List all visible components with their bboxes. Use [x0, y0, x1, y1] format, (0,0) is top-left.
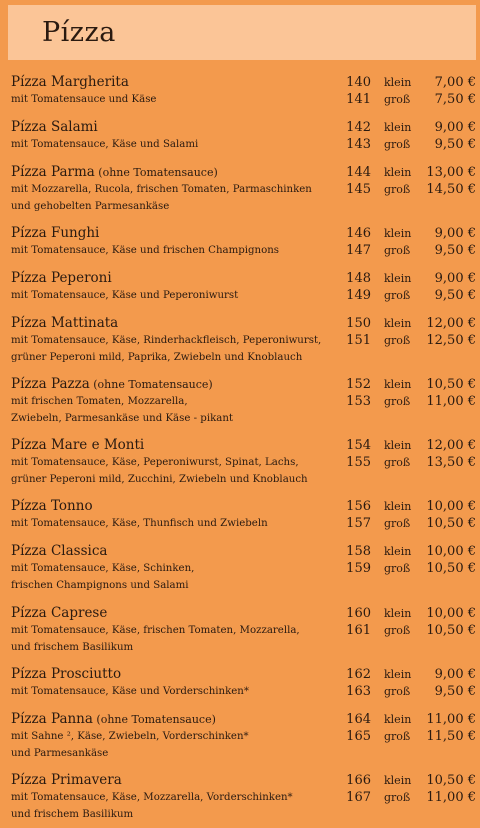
- price-row-small: [341, 711, 476, 728]
- item-title: Pízza Mare e Monti: [11, 437, 145, 453]
- size-label: klein: [384, 76, 412, 89]
- menu-item: [11, 225, 476, 259]
- item-description: frischen Champignons und Salami: [11, 580, 189, 591]
- price-row-small: [341, 605, 476, 622]
- size-label: groß: [384, 685, 411, 698]
- price-row-small: [341, 225, 476, 242]
- item-number: 158: [346, 544, 371, 559]
- item-description: und gehobelten Parmesankäse: [11, 201, 170, 212]
- item-title: Pízza Caprese: [11, 605, 108, 621]
- menu-item: [11, 270, 476, 304]
- item-price: 9,50 €: [434, 137, 476, 152]
- menu-header: [8, 5, 476, 60]
- size-label: klein: [384, 713, 412, 726]
- price-row-large: [341, 332, 476, 349]
- item-number: 148: [346, 271, 371, 286]
- item-price: 11,00 €: [426, 790, 476, 805]
- item-number: 165: [346, 729, 371, 744]
- item-title: Pízza Tonno: [11, 498, 93, 514]
- item-price: 10,50 €: [426, 773, 476, 788]
- item-price: 9,50 €: [434, 243, 476, 258]
- item-note: (ohne Tomatensauce): [94, 166, 218, 179]
- item-price: 12,00 €: [426, 438, 476, 453]
- item-title: Pízza Mattinata: [11, 315, 119, 331]
- item-note: (ohne Tomatensauce): [89, 378, 213, 391]
- size-label: klein: [384, 439, 412, 452]
- item-price: 10,00 €: [426, 544, 476, 559]
- size-label: klein: [384, 500, 412, 513]
- item-number: 156: [346, 499, 371, 514]
- size-label: groß: [384, 624, 411, 637]
- item-price: 13,00 €: [426, 165, 476, 180]
- menu-item: [11, 711, 476, 762]
- price-row-large: [341, 728, 476, 745]
- price-row-large: [341, 181, 476, 198]
- item-description: mit Tomatensauce, Käse, Schinken,: [11, 563, 195, 574]
- size-label: groß: [384, 138, 411, 151]
- price-row-large: [341, 91, 476, 108]
- item-description: mit Tomatensauce, Käse und Peperoniwurst: [11, 290, 239, 301]
- item-price: 10,50 €: [426, 623, 476, 638]
- menu-item: [11, 543, 476, 594]
- price-row-small: [341, 74, 476, 91]
- item-price: 9,50 €: [434, 288, 476, 303]
- item-number: 166: [346, 773, 371, 788]
- item-number: 153: [346, 394, 371, 409]
- item-price: 9,00 €: [434, 226, 476, 241]
- price-row-small: [341, 164, 476, 181]
- menu-item: [11, 164, 476, 215]
- item-title: Pízza Margherita: [11, 74, 129, 90]
- size-label: groß: [384, 456, 411, 469]
- item-price: 7,50 €: [434, 92, 476, 107]
- item-title: Pízza Primavera: [11, 772, 122, 788]
- item-title: Pízza Classica: [11, 543, 108, 559]
- price-row-small: [341, 666, 476, 683]
- item-price: 9,00 €: [434, 271, 476, 286]
- size-label: klein: [384, 607, 412, 620]
- item-price: 13,50 €: [426, 455, 476, 470]
- size-label: klein: [384, 774, 412, 787]
- item-description: und frischem Basilikum: [11, 642, 134, 653]
- item-description: mit Mozzarella, Rucola, frischen Tomaten, Parmaschinken: [11, 184, 312, 195]
- size-label: groß: [384, 334, 411, 347]
- item-number: 145: [346, 182, 371, 197]
- size-label: groß: [384, 93, 411, 106]
- price-row-large: [341, 136, 476, 153]
- item-price: 10,00 €: [426, 499, 476, 514]
- size-label: klein: [384, 272, 412, 285]
- item-price: 10,50 €: [426, 516, 476, 531]
- price-row-small: [341, 772, 476, 789]
- menu-item: [11, 437, 476, 488]
- item-price: 9,00 €: [434, 120, 476, 135]
- item-description: mit Tomatensauce, Käse, Peperoniwurst, Spinat, Lachs,: [11, 457, 299, 468]
- size-label: groß: [384, 183, 411, 196]
- item-title: Pízza Salami: [11, 119, 98, 135]
- size-label: klein: [384, 317, 412, 330]
- menu-item: [11, 772, 476, 823]
- item-number: 147: [346, 243, 371, 258]
- item-number: 162: [346, 667, 371, 682]
- size-label: klein: [384, 668, 412, 681]
- item-price: 9,50 €: [434, 684, 476, 699]
- item-description: mit Sahne ², Käse, Zwiebeln, Vorderschinken*: [11, 731, 249, 742]
- item-price: 7,00 €: [434, 75, 476, 90]
- item-description: grüner Peperoni mild, Zucchini, Zwiebeln und Knoblauch: [11, 474, 308, 485]
- item-number: 167: [346, 790, 371, 805]
- price-row-large: [341, 242, 476, 259]
- item-title: Pízza Pazza: [11, 376, 90, 392]
- item-description: grüner Peperoni mild, Paprika, Zwiebeln und Knoblauch: [11, 352, 303, 363]
- item-title: Pízza Panna: [11, 711, 93, 727]
- item-description: mit Tomatensauce, Käse und frischen Champignons: [11, 245, 280, 256]
- price-row-large: [341, 683, 476, 700]
- price-row-large: [341, 515, 476, 532]
- price-row-large: [341, 622, 476, 639]
- size-label: groß: [384, 517, 411, 530]
- item-number: 140: [346, 75, 371, 90]
- size-label: klein: [384, 545, 412, 558]
- price-row-small: [341, 376, 476, 393]
- menu-item: [11, 376, 476, 427]
- item-price: 10,50 €: [426, 377, 476, 392]
- item-description: mit Tomatensauce und Käse: [11, 94, 157, 105]
- item-number: 146: [346, 226, 371, 241]
- item-description: mit Tomatensauce, Käse, frischen Tomaten, Mozzarella,: [11, 625, 300, 636]
- item-price: 10,50 €: [426, 561, 476, 576]
- menu-item: [11, 315, 476, 366]
- item-description: Zwiebeln, Parmesankäse und Käse - pikant: [11, 413, 233, 424]
- menu-item: [11, 119, 476, 153]
- price-row-small: [341, 498, 476, 515]
- item-title: Pízza Peperoni: [11, 270, 112, 286]
- menu-item: [11, 666, 476, 700]
- size-label: klein: [384, 166, 412, 179]
- item-description: und Parmesankäse: [11, 748, 109, 759]
- price-row-large: [341, 454, 476, 471]
- item-number: 141: [346, 92, 371, 107]
- item-description: mit frischen Tomaten, Mozzarella,: [11, 396, 188, 407]
- item-number: 142: [346, 120, 371, 135]
- item-number: 150: [346, 316, 371, 331]
- size-label: groß: [384, 562, 411, 575]
- price-row-small: [341, 543, 476, 560]
- price-row-small: [341, 119, 476, 136]
- item-price: 9,00 €: [434, 667, 476, 682]
- size-label: groß: [384, 289, 411, 302]
- price-row-large: [341, 560, 476, 577]
- item-number: 154: [346, 438, 371, 453]
- size-label: klein: [384, 378, 412, 391]
- price-row-small: [341, 437, 476, 454]
- page-title: Pízza: [42, 17, 116, 48]
- size-label: groß: [384, 244, 411, 257]
- item-price: 11,00 €: [426, 712, 476, 727]
- item-title: Pízza Funghi: [11, 225, 100, 241]
- size-label: groß: [384, 395, 411, 408]
- item-description: und frischem Basilikum: [11, 809, 134, 820]
- item-price: 11,00 €: [426, 394, 476, 409]
- item-number: 152: [346, 377, 371, 392]
- item-number: 157: [346, 516, 371, 531]
- item-title: Pízza Parma: [11, 164, 95, 180]
- item-number: 160: [346, 606, 371, 621]
- item-number: 149: [346, 288, 371, 303]
- item-number: 143: [346, 137, 371, 152]
- item-number: 144: [346, 165, 371, 180]
- price-row-small: [341, 270, 476, 287]
- price-row-large: [341, 287, 476, 304]
- menu-item: [11, 605, 476, 656]
- item-description: mit Tomatensauce, Käse, Mozzarella, Vorderschinken*: [11, 792, 293, 803]
- item-price: 10,00 €: [426, 606, 476, 621]
- item-description: mit Tomatensauce, Käse und Vorderschinken*: [11, 686, 249, 697]
- size-label: klein: [384, 121, 412, 134]
- menu-item: [11, 498, 476, 532]
- item-price: 12,50 €: [426, 333, 476, 348]
- menu-item: [11, 74, 476, 108]
- item-number: 155: [346, 455, 371, 470]
- item-title: Pízza Prosciutto: [11, 666, 122, 682]
- item-description: mit Tomatensauce, Käse und Salami: [11, 139, 199, 150]
- price-row-large: [341, 393, 476, 410]
- size-label: groß: [384, 791, 411, 804]
- item-price: 12,00 €: [426, 316, 476, 331]
- size-label: groß: [384, 730, 411, 743]
- price-row-large: [341, 789, 476, 806]
- item-price: 11,50 €: [426, 729, 476, 744]
- size-label: klein: [384, 227, 412, 240]
- item-description: mit Tomatensauce, Käse, Thunfisch und Zwiebeln: [11, 518, 268, 529]
- item-number: 151: [346, 333, 371, 348]
- item-description: mit Tomatensauce, Käse, Rinderhackfleisch, Peperoniwurst,: [11, 335, 322, 346]
- item-number: 159: [346, 561, 371, 576]
- item-number: 161: [346, 623, 371, 638]
- item-number: 164: [346, 712, 371, 727]
- price-row-small: [341, 315, 476, 332]
- item-price: 14,50 €: [426, 182, 476, 197]
- item-note: (ohne Tomatensauce): [92, 713, 216, 726]
- item-number: 163: [346, 684, 371, 699]
